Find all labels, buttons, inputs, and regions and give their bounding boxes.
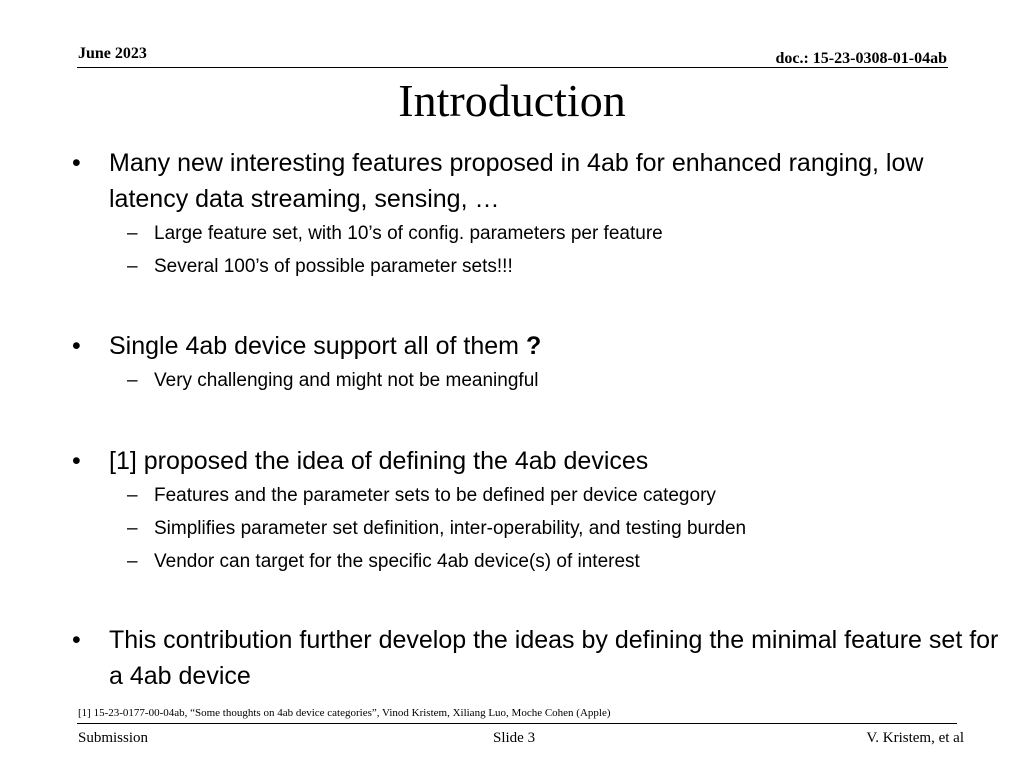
sub-bullet-dash: –	[127, 370, 138, 391]
bullet-text: Many new interesting features proposed in 4ab for enhanced ranging, low latency data streaming, sensing, …	[109, 149, 924, 213]
sub-bullet-text: Features and the parameter sets to be defined per device category	[154, 485, 716, 506]
sub-bullet-item	[127, 254, 987, 280]
sub-bullet-item	[127, 516, 987, 542]
bullet-item	[72, 443, 1002, 479]
sub-bullet-dash: –	[127, 551, 138, 572]
reference-footnote: [1] 15-23-0177-00-04ab, “Some thoughts on 4ab device categories”, Vinod Kristem, Xiliang Luo, Moche Cohen (Apple)	[78, 707, 611, 719]
sub-bullet-item	[127, 549, 987, 575]
bullet-text: [1] proposed the idea of defining the 4ab devices	[109, 447, 649, 475]
sub-bullet-item	[127, 221, 987, 247]
header-doc-number: doc.: 15-23-0308-01-04ab	[775, 50, 947, 67]
footer-slide-number: Slide 3	[493, 730, 536, 746]
sub-bullet-text: Large feature set, with 10’s of config. parameters per feature	[154, 223, 663, 244]
bullet-item	[72, 622, 1002, 694]
sub-bullet-dash: –	[127, 518, 138, 539]
sub-bullet-item	[127, 368, 987, 394]
sub-bullet-dash: –	[127, 485, 138, 506]
bullet-dot: •	[72, 447, 81, 475]
header-divider	[77, 67, 948, 68]
sub-bullet-text: Simplifies parameter set definition, inter-operability, and testing burden	[154, 518, 747, 539]
bullet-item	[72, 145, 1002, 217]
sub-bullet-dash: –	[127, 256, 138, 277]
sub-bullet-text: Several 100’s of possible parameter sets!!!	[154, 256, 513, 277]
bullet-dot: •	[72, 626, 81, 654]
footer-divider	[77, 723, 957, 724]
bullet-dot: •	[72, 332, 81, 360]
bullet-text-wrap	[109, 328, 1002, 364]
slide-title: Introduction	[398, 75, 626, 126]
sub-bullet-text: Vendor can target for the specific 4ab device(s) of interest	[154, 551, 640, 572]
footer-submission: Submission	[78, 730, 149, 746]
bullet-item	[72, 328, 1002, 364]
sub-bullet-text: Very challenging and might not be meaningful	[154, 370, 539, 391]
bullet-text: This contribution further develop the ideas by defining the minimal feature set for a 4ab device	[109, 626, 999, 690]
bullet-emphasis: ?	[525, 332, 542, 360]
bullet-text: Single 4ab device support all of them	[109, 332, 519, 360]
footer-author: V. Kristem, et al	[866, 730, 964, 746]
sub-bullet-dash: –	[127, 223, 138, 244]
bullet-dot: •	[72, 149, 81, 177]
sub-bullet-item	[127, 483, 987, 509]
header-date: June 2023	[78, 45, 147, 62]
